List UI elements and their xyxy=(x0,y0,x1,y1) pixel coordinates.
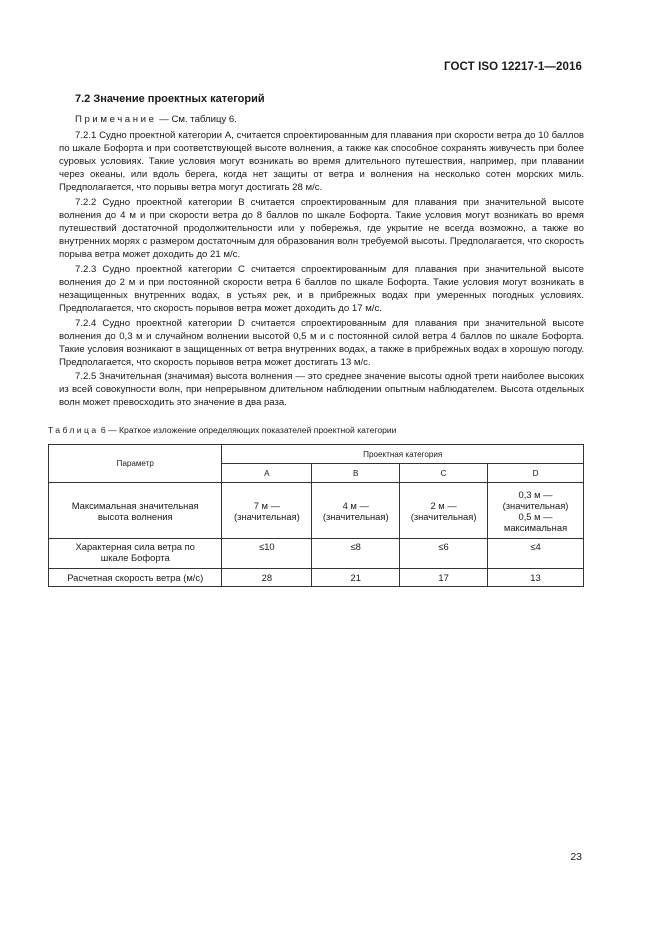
paragraph-7-2-4 xyxy=(59,317,584,369)
category-d-header: D xyxy=(488,464,584,483)
table-cell: 28 xyxy=(222,569,312,587)
page-number: 23 xyxy=(570,851,582,863)
table-cell: 13 xyxy=(488,569,584,587)
paragraph-text: 7.2.1 Судно проектной категории А, считается спроектированным для плавания при скорости ветра до 10 баллов по шкале Бофорта и при соответствующей высоте волнения, а также как способное сохранять живучесть при более суровых условиях. Такие условия могут возникать во время длительного путешествия, например, при плавании через океаны, или вдоль берега, когда нет защиты от ветра и волнения на несколько сотен морских миль. Предполагается, что порывы ветра могут достигать 28 м/с. xyxy=(59,130,584,194)
table-cell: 17 xyxy=(400,569,488,587)
note xyxy=(75,114,237,125)
paragraph-7-2-3 xyxy=(59,263,584,315)
design-category-table xyxy=(48,444,584,587)
note-label: Примечание xyxy=(75,114,157,125)
note-text: — См. таблицу 6. xyxy=(156,114,237,125)
category-header: Проектная категория xyxy=(222,445,584,464)
category-a-header: A xyxy=(222,464,312,483)
row-param: Характерная сила ветра по шкале Бофорта xyxy=(49,539,222,569)
table-row xyxy=(49,539,584,569)
table-cell: 21 xyxy=(312,569,400,587)
table-cell: 0,3 м — (значительная) 0,5 м — максимальная xyxy=(488,483,584,539)
table-cell: ≤6 xyxy=(400,539,488,569)
table-caption-label: Таблица xyxy=(48,425,99,435)
paragraph-7-2-1 xyxy=(59,129,584,194)
table-row xyxy=(49,569,584,587)
document-header: ГОСТ ISO 12217-1—2016 xyxy=(444,61,582,73)
table-cell: 2 м — (значительная) xyxy=(400,483,488,539)
category-c-header: C xyxy=(400,464,488,483)
table-cell: 7 м — (значительная) xyxy=(222,483,312,539)
table-cell: 4 м — (значительная) xyxy=(312,483,400,539)
category-b-header: B xyxy=(312,464,400,483)
table-cell: ≤8 xyxy=(312,539,400,569)
section-title: 7.2 Значение проектных категорий xyxy=(75,93,265,105)
table-caption xyxy=(48,425,396,435)
paragraph-text: 7.2.3 Судно проектной категории С считается спроектированным для плавания при значительной высоте волнения до 2 м и при постоянной скорости ветра 6 баллов по шкале Бофорта. Такие условия могут возникать в незащищенных внутренних водах, в устьях рек, и в прибрежных водах при умеренных погодных условиях. Предполагается, что скорость порывов ветра может доходить до 17 м/с. xyxy=(59,264,584,315)
paragraph-7-2-5 xyxy=(59,370,584,409)
paragraph-7-2-2 xyxy=(59,196,584,261)
table-row xyxy=(49,483,584,539)
paragraph-text: 7.2.2 Судно проектной категории В считается спроектированным для плавания при значительной высоте волнения до 4 м и при скорости ветра до 8 баллов по шкале Бофорта. Такие условия могут возникать во время путешествий достаточной продолжительности или у побережья, где укрытие не всегда возможно, а также во внутренних морях с размером достаточным для образования волн требуемой высоты. Предполагается, что скорость порыва ветра может доходить до 21 м/с. xyxy=(59,197,584,261)
param-header: Параметр xyxy=(49,445,222,483)
table-caption-text: 6 — Краткое изложение определяющих показателей проектной категории xyxy=(98,425,397,435)
row-param: Расчетная скорость ветра (м/с) xyxy=(49,569,222,587)
table-cell: ≤4 xyxy=(488,539,584,569)
table-cell: ≤10 xyxy=(222,539,312,569)
paragraph-text: 7.2.4 Судно проектной категории D считается спроектированным для плавания при значительной высоте волнения до 0,3 м и случайном волнении высотой 0,5 м и с постоянной силой ветра 4 баллов по шкале Бофорта. Такие условия возникают в защищенных от ветра внутренних водах, а также в прибрежных водах в хорошую погоду. Предполагается, что скорость порывов ветра может достигать 13 м/с. xyxy=(59,318,584,369)
paragraph-text: 7.2.5 Значительная (значимая) высота волнения — это среднее значение высоты одной трети наиболее высоких из всей совокупности волн, при непрерывном длительном наблюдении опытным наблюдателем. Высота отдельных волн может превосходить это значение в два раза. xyxy=(59,371,584,409)
row-param: Максимальная значительная высота волнения xyxy=(49,483,222,539)
